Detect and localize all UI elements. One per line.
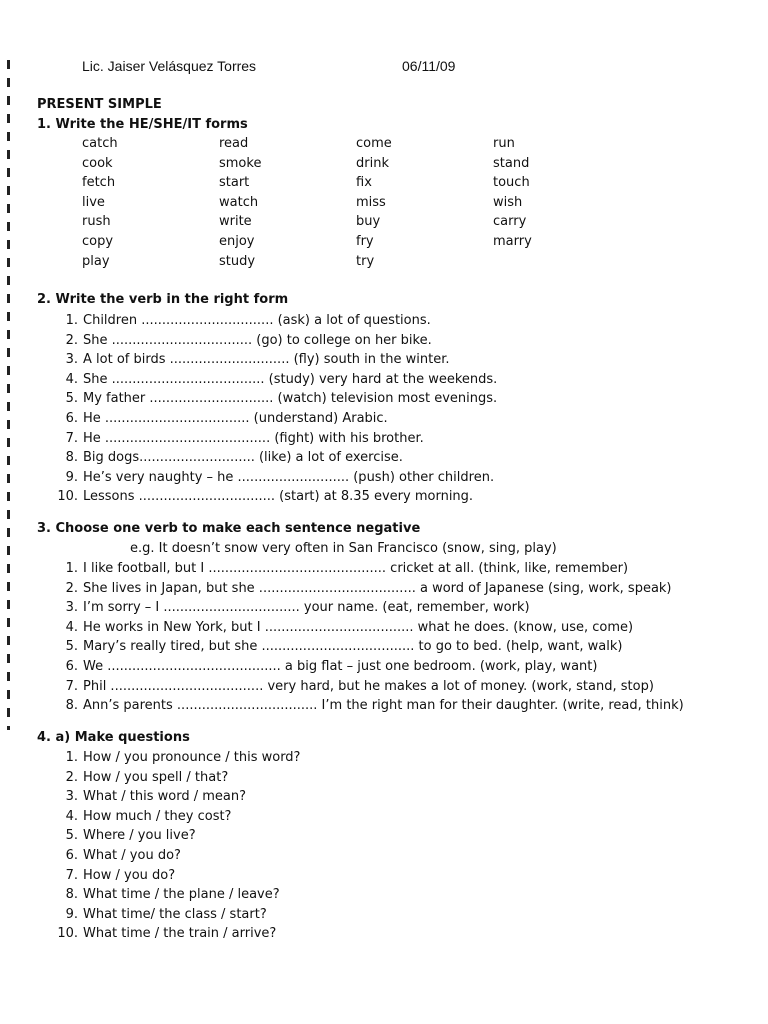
item-text: He’s very naughty – he ........................... (push) other children.	[83, 469, 495, 485]
verb-item: study	[219, 253, 256, 269]
item-text: Ann’s parents .................................. I’m the right man for their daughter. (write, read, think)	[83, 698, 684, 714]
item-number: 1.	[65, 313, 78, 328]
question-prompt	[56, 787, 246, 806]
section-3-heading: 3. Choose one verb to make each sentence negative	[37, 521, 421, 536]
verb-item: wish	[493, 194, 523, 210]
exercise-sentence	[56, 331, 432, 350]
item-text: Mary’s really tired, but she ..................................... to go to bed. (help, want, walk)	[83, 639, 623, 655]
verb-item: write	[219, 214, 252, 230]
item-text: How / you do?	[83, 867, 176, 883]
item-number: 1.	[65, 561, 78, 576]
negative-sentence	[56, 579, 672, 598]
verb-item: copy	[82, 234, 114, 249]
item-text: How / you spell / that?	[83, 769, 229, 785]
item-text: She ..................................... (study) very hard at the weekends.	[83, 371, 498, 387]
verb-item: come	[356, 136, 392, 151]
document-date: 06/11/09	[402, 58, 456, 74]
question-prompt	[56, 826, 196, 845]
verb-item: enjoy	[219, 234, 255, 249]
item-number: 5.	[65, 391, 78, 407]
negative-sentence	[56, 598, 530, 617]
verb-item: buy	[356, 214, 381, 230]
item-number: 9.	[65, 906, 78, 922]
section-4-heading: 4. a) Make questions	[37, 730, 190, 745]
item-number: 10.	[57, 926, 78, 942]
item-text: My father .............................. (watch) television most evenings.	[83, 391, 498, 407]
verb-item: drink	[356, 155, 389, 171]
item-number: 4.	[65, 619, 78, 635]
section-2-heading: 2. Write the verb in the right form	[37, 292, 289, 307]
item-number: 2.	[65, 769, 78, 785]
item-text: He ........................................ (fight) with his brother.	[83, 430, 424, 446]
item-number: 6.	[65, 848, 78, 863]
author-name: Lic. Jaiser Velásquez Torres	[82, 58, 257, 74]
item-text: A lot of birds ............................. (fly) south in the winter.	[83, 352, 450, 368]
verb-item: touch	[493, 175, 530, 191]
verb-item: cook	[82, 155, 113, 171]
verb-item: try	[356, 253, 375, 269]
question-prompt	[56, 748, 300, 767]
verb-item: play	[82, 253, 110, 269]
item-number: 10.	[57, 489, 78, 505]
exercise-sentence	[56, 448, 403, 467]
item-text: He works in New York, but I .................................... what he does. (know, use, come)	[83, 619, 634, 635]
item-text: What time / the plane / leave?	[83, 887, 280, 903]
item-text: What / this word / mean?	[83, 789, 247, 805]
item-number: 7.	[65, 867, 78, 883]
exercise-sentence	[56, 370, 497, 389]
item-number: 5.	[65, 828, 78, 844]
negative-sentence	[56, 696, 684, 715]
item-text: Children ................................ (ask) a lot of questions.	[83, 313, 431, 328]
item-number: 6.	[65, 659, 78, 674]
question-prompt	[56, 866, 175, 885]
item-text: What time/ the class / start?	[83, 906, 267, 922]
item-text: What time / the train / arrive?	[83, 926, 277, 942]
item-number: 8.	[65, 450, 78, 466]
verb-item: start	[219, 175, 250, 191]
item-number: 8.	[65, 887, 78, 903]
item-number: 8.	[65, 698, 78, 714]
question-prompt	[56, 924, 276, 943]
item-number: 2.	[65, 332, 78, 348]
verb-item: miss	[356, 194, 386, 210]
item-number: 7.	[65, 430, 78, 446]
question-prompt	[56, 885, 280, 904]
item-number: 4.	[65, 371, 78, 387]
exercise-sentence	[56, 487, 473, 506]
verb-item: rush	[82, 214, 111, 230]
item-number: 2.	[65, 580, 78, 596]
item-text: He ................................... (understand) Arabic.	[83, 411, 388, 426]
verb-item: fry	[356, 234, 374, 249]
item-text: Big dogs............................ (like) a lot of exercise.	[83, 450, 403, 466]
negative-sentence	[56, 559, 628, 578]
exercise-sentence	[56, 350, 450, 369]
item-text: Phil ..................................... very hard, but he makes a lot of money. (work, stand, stop)	[83, 678, 654, 694]
page-title: PRESENT SIMPLE	[37, 97, 162, 112]
negative-sentence	[56, 677, 654, 696]
item-text: Where / you live?	[83, 828, 196, 844]
item-text: How / you pronounce / this word?	[83, 750, 301, 765]
item-number: 5.	[65, 639, 78, 655]
verb-item: carry	[493, 214, 527, 230]
item-number: 6.	[65, 411, 78, 426]
verb-item: stand	[493, 155, 530, 171]
question-prompt	[56, 846, 181, 865]
item-number: 3.	[65, 789, 78, 805]
question-prompt	[56, 905, 267, 924]
verb-item: smoke	[219, 155, 262, 171]
exercise-sentence	[56, 389, 497, 408]
question-prompt	[56, 807, 231, 826]
negative-sentence	[56, 657, 597, 676]
item-text: How much / they cost?	[83, 808, 232, 824]
verb-item: run	[493, 136, 515, 151]
item-text: I’m sorry – I ................................. your name. (eat, remember, work)	[83, 600, 530, 616]
verb-item: marry	[493, 234, 532, 249]
verb-item: fix	[356, 175, 372, 191]
section-3-example: e.g. It doesn’t snow very often in San Francisco (snow, sing, play)	[130, 541, 557, 556]
item-text: She lives in Japan, but she ...................................... a word of Japanese (sing, work, speak)	[83, 580, 672, 596]
item-number: 4.	[65, 808, 78, 824]
item-number: 7.	[65, 678, 78, 694]
item-text: We .......................................... a big flat – just one bedroom. (work, play, want)	[83, 659, 598, 674]
verb-item: read	[219, 136, 249, 151]
item-number: 3.	[65, 600, 78, 616]
item-number: 3.	[65, 352, 78, 368]
item-text: What / you do?	[83, 848, 181, 863]
verb-item: live	[82, 194, 105, 210]
verb-item: watch	[219, 194, 259, 210]
section-1-heading: 1. Write the HE/SHE/IT forms	[37, 117, 248, 132]
exercise-sentence	[56, 311, 431, 330]
item-text: I like football, but I ........................................... cricket at all. (think, like, remember)	[83, 561, 629, 576]
negative-sentence	[56, 618, 633, 637]
item-text: Lessons ................................. (start) at 8.35 every morning.	[83, 489, 474, 505]
verb-item: catch	[82, 136, 118, 151]
exercise-sentence	[56, 468, 494, 487]
left-margin-marks	[7, 60, 10, 730]
item-number: 1.	[65, 750, 78, 765]
item-number: 9.	[65, 469, 78, 485]
question-prompt	[56, 768, 228, 787]
exercise-sentence	[56, 429, 424, 448]
exercise-sentence	[56, 409, 388, 428]
verb-item: fetch	[82, 175, 116, 191]
item-text: She .................................. (go) to college on her bike.	[83, 332, 432, 348]
negative-sentence	[56, 637, 622, 656]
